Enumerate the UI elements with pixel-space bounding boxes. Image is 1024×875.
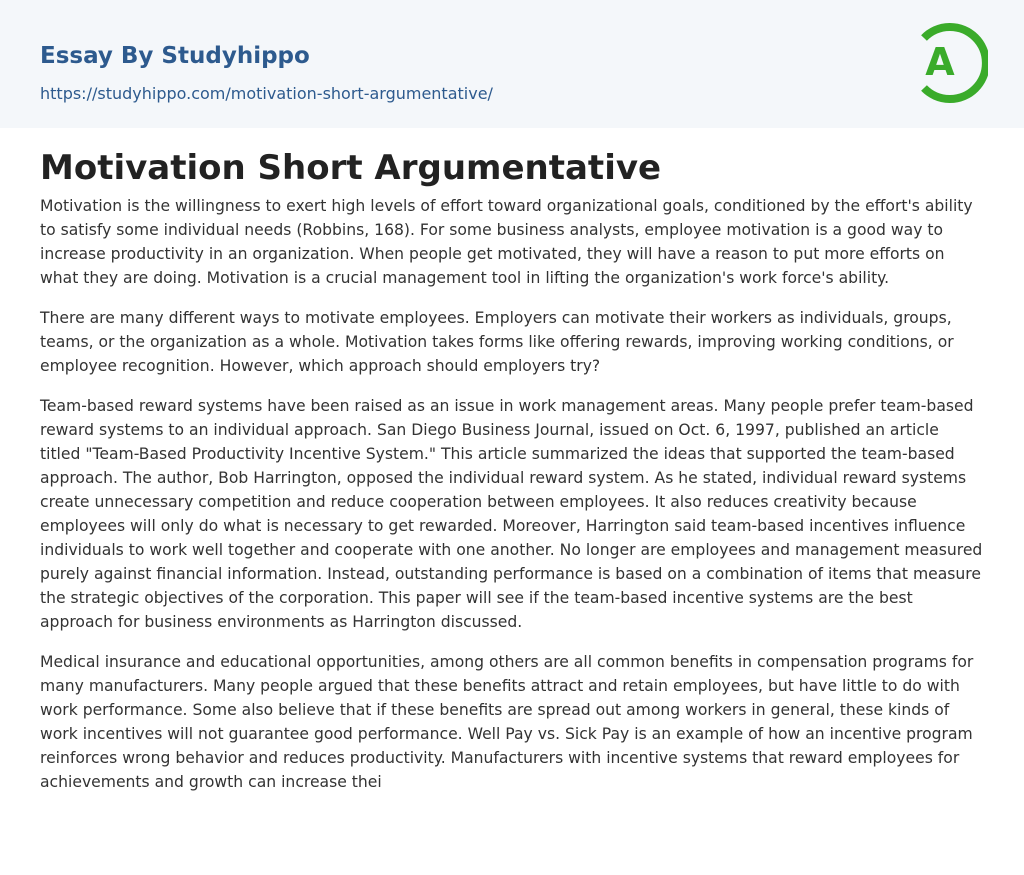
- logo-letter: A: [925, 40, 955, 84]
- source-url-link[interactable]: https://studyhippo.com/motivation-short-argumentative/: [40, 84, 493, 103]
- paragraph: Medical insurance and educational opportunities, among others are all common benefits in compensation programs for many manufacturers. Many people argued that these benefits attract and retain employees, but have little to do with work performance. Some also believe that if these benefits are spread out among workers in general, these kinds of work incentives will not guarantee good performance. Well Pay vs. Sick Pay is an example of how an incentive program reinforces wrong behavior and reduces productivity. Manufacturers with incentive systems that reward employees for achievements and growth can increase thei: [40, 653, 974, 791]
- studyhippo-logo-icon[interactable]: [910, 18, 988, 108]
- site-header: [0, 0, 1024, 128]
- paragraph: Motivation is the willingness to exert high levels of effort toward organizational goals, conditioned by the effort's ability to satisfy some individual needs (Robbins, 168). For some business analysts, employee motivation is a good way to increase productivity in an organization. When people get motivated, they will have a reason to put more efforts on what they are doing. Motivation is a crucial management tool in lifting the organization's work force's ability.: [40, 197, 973, 287]
- document-title: Motivation Short Argumentative: [40, 148, 662, 188]
- site-title: Essay By Studyhippo: [40, 43, 310, 69]
- paragraph: Team-based reward systems have been raised as an issue in work management areas. Many people prefer team-based reward systems to an individual approach. San Diego Business Journal, issued on Oct. 6, 1997, published an article titled "Team-Based Productivity Incentive System." This article summarized the ideas that supported the team-based approach. The author, Bob Harrington, opposed the individual reward system. As he stated, individual reward systems create unnecessary competition and reduce cooperation between employees. It also reduces creativity because employees will only do what is necessary to get rewarded. Moreover, Harrington said team-based incentives influence individuals to work well together and cooperate with one another. No longer are employees and management measured purely against financial information. Instead, outstanding performance is based on a combination of items that measure the strategic objectives of the corporation. This paper will see if the team-based incentive systems are the best approach for business environments as Harrington discussed.: [40, 397, 983, 631]
- essay-body: [40, 194, 984, 810]
- paragraph: There are many different ways to motivate employees. Employers can motivate their workers as individuals, groups, teams, or the organization as a whole. Motivation takes forms like offering rewards, improving working conditions, or employee recognition. However, which approach should employers try?: [40, 309, 954, 375]
